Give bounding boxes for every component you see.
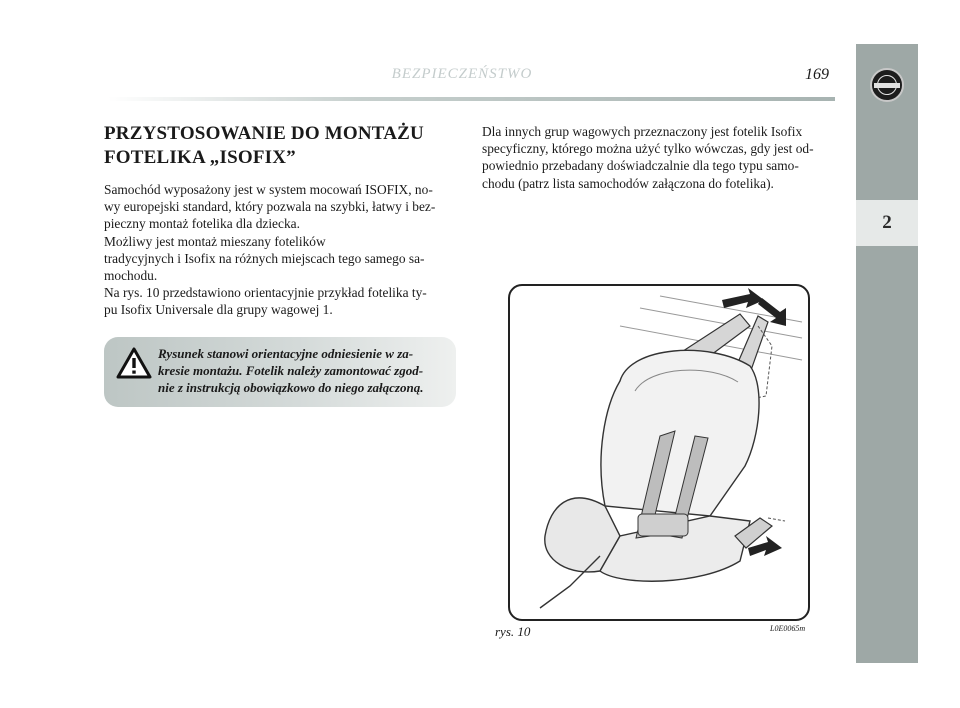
figure-caption: rys. 10 <box>495 624 531 639</box>
section-title-line: FOTELIKA „ISOFIX” <box>104 147 296 168</box>
paragraph-line: mochodu. <box>104 268 158 284</box>
warning-triangle-icon <box>116 347 152 379</box>
paragraph-line: Na rys. 10 przedstawiono orientacyjnie przykład fotelika ty- <box>104 285 427 301</box>
section-title-line: PRZYSTOSOWANIE DO MONTAŻU <box>104 123 424 144</box>
paragraph-line: chodu (patrz lista samochodów załączona do fotelika). <box>482 175 774 191</box>
header-rule <box>108 97 835 101</box>
paragraph-line: pieczny montaż fotelika dla dziecka. <box>104 216 300 232</box>
paragraph-line: tradycyjnych i Isofix na różnych miejscach tego samego sa- <box>104 250 425 266</box>
logo-bar <box>874 83 900 88</box>
section-title <box>104 122 464 170</box>
lancia-logo-icon <box>870 68 904 102</box>
chapter-tab[interactable]: 2 <box>856 200 918 246</box>
page-number: 169 <box>805 66 829 83</box>
paragraph-line: Dla innych grup wagowych przeznaczony jest fotelik Isofix <box>482 124 803 139</box>
paragraph-line: wy europejski standard, który pozwala na szybki, łatwy i bez- <box>104 199 436 215</box>
right-paragraph <box>482 123 834 192</box>
chapter-sidebar <box>856 44 918 663</box>
isofix-child-seat-illustration <box>510 286 808 619</box>
header-title: BEZPIECZEŃSTWO <box>391 66 533 82</box>
paragraph-line: Samochód wyposażony jest w system mocowań ISOFIX, no- <box>104 182 433 197</box>
warning-line: nie z instrukcją obowiązkowo do niego załączoną. <box>158 380 424 395</box>
figure-code: L0E0065m <box>770 624 806 633</box>
warning-line: Rysunek stanowi orientacyjne odniesienie w za- <box>158 346 414 361</box>
left-paragraph <box>104 181 456 319</box>
paragraph-line: pu Isofix Universale dla grupy wagowej 1. <box>104 302 333 318</box>
paragraph-line: specyficzny, którego można użyć tylko wówczas, gdy jest od- <box>482 141 814 157</box>
warning-line: kresie montażu. Fotelik należy zamontować zgod- <box>158 363 424 378</box>
paragraph-line: powiednio przebadany doświadczalnie dla tego typu samo- <box>482 158 799 174</box>
paragraph-line: Możliwy jest montaż mieszany fotelików <box>104 233 326 249</box>
figure-frame <box>508 284 810 621</box>
warning-box <box>104 337 456 407</box>
warning-text <box>158 345 448 396</box>
